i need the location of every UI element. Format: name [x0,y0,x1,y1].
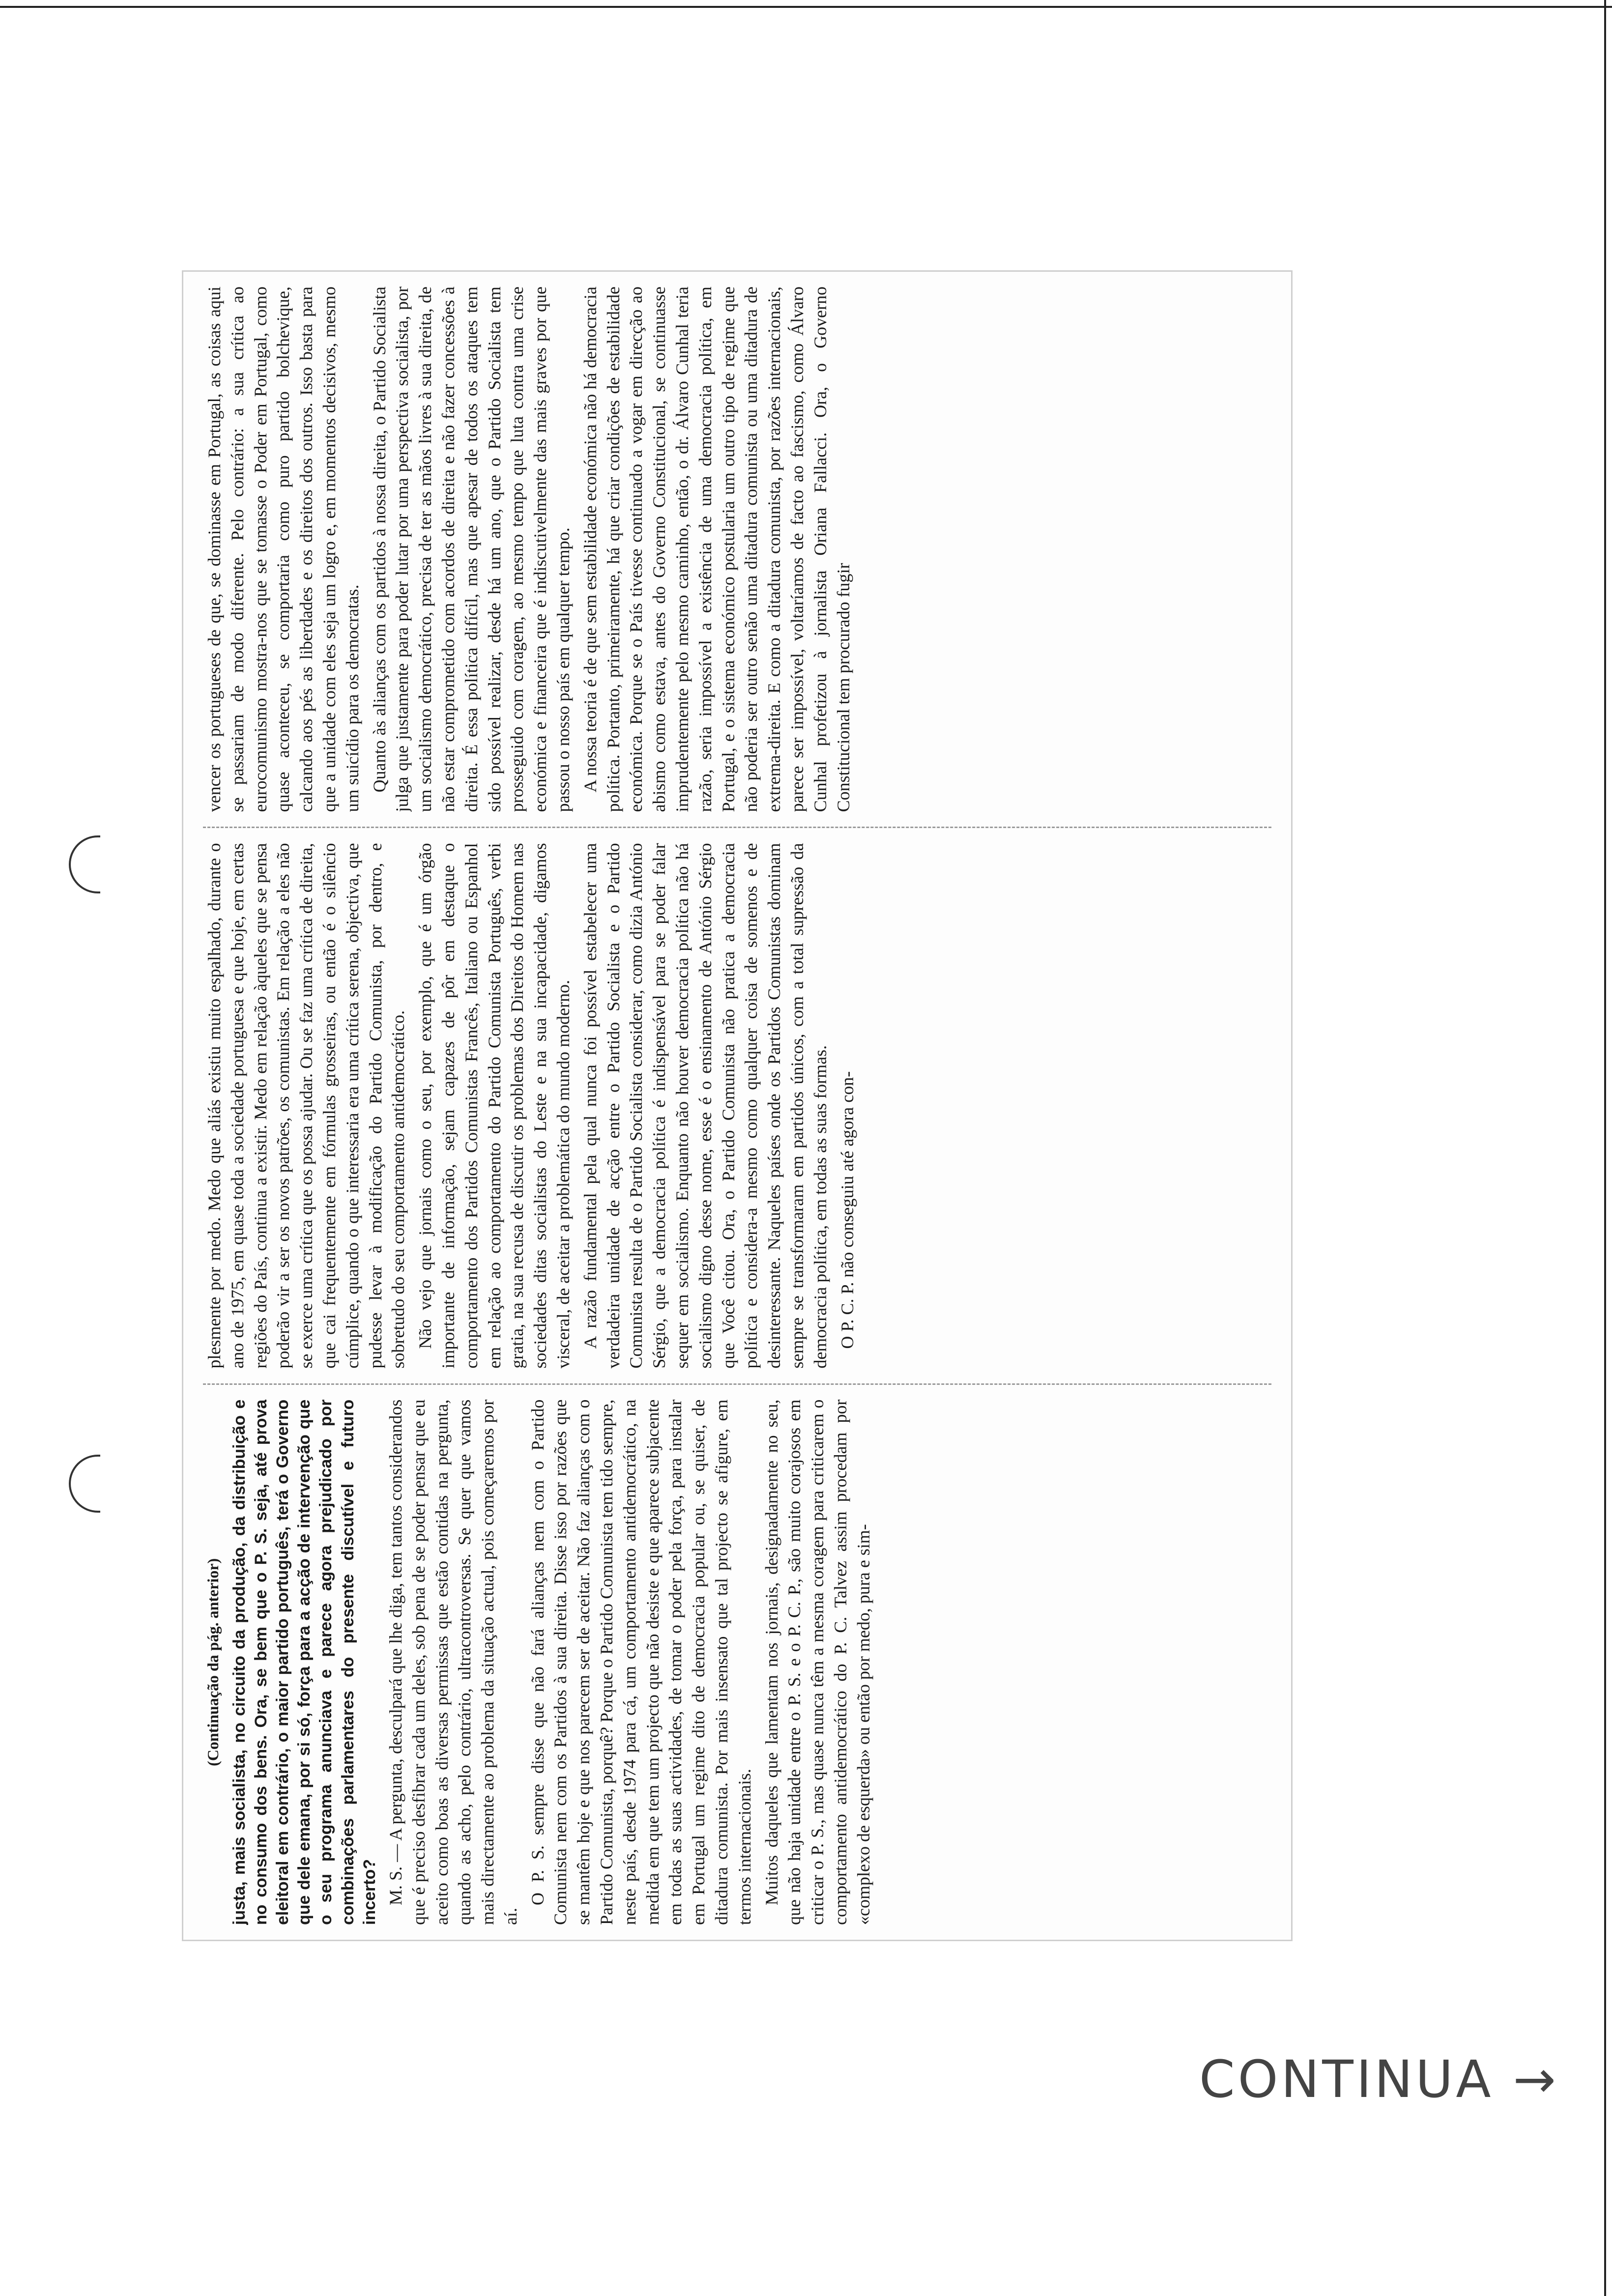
article-paragraph: vencer os portugueses de que, se dominasse em Portugal, as coisas aqui se passariam de modo diferente. Pelo contrário: a sua crítica ao eurocomunismo mostra-nos que se tomasse o Poder em Portugal, como quase aconteceu, se comportaria como puro partido bolchevique, calcando aos pés as liberdades e os direitos dos outros. Isso basta para que a unidade com eles seja um logro e, em momentos decisivos, mesmo um suicídio para os democratas. [204,287,362,812]
article-paragraph: A nossa teoria é de que sem estabilidade económica não há democracia política. Portanto, primeiramente, há que criar condições de estabilidade económica. Porque se o País tivesse continuado a vogar em direcção ao abismo como estava, antes do Governo Constitucional, se continuasse imprudentemente pelo mesmo caminho, então, o dr. Álvaro Cunhal teria razão, seria impossível a existência de uma democracia política, em Portugal, e o sistema económico postularia um outro tipo de regime que não poderia ser outro senão uma ditadura comunista ou uma ditadura de extrema-direita. E como a ditadura comunista, por razões internacionais, parece ser impossível, voltaríamos de facto ao fascismo, como Álvaro Cunhal profetizou à jornalista Oriana Fallacci. Ora, o Governo Constitucional tem procurado fugir [580,287,853,812]
newspaper-clipping-wrapper [197,287,1278,1925]
article-paragraph: M. S. — A pergunta, desculpará que lhe diga, tem tantos considerandos que é preciso desfibrar cada um deles, sob pena de se poder pensar que eu aceito como boas as diversas permissas que estão contidas na pergunta, quando as acho, pelo contrário, ultracontroversas. Se quer que vamos mais directamente ao problema da situação actual, pois começaremos por aí. [385,1399,520,1925]
article-paragraph: O P. C. P. não conseguiu até agora con- [837,1071,857,1349]
continuation-note: (Continuação da pág. anterior) [204,1558,222,1766]
continua-label [1199,2049,1559,2109]
column-divider [203,827,1271,828]
article-paragraph: Muitos daqueles que lamentam nos jornais, designadamente no seu, que não haja unidade entre o P. S. e o P. C. P., são muito corajosos em criticar o P. S., mas quase nunca têm a mesma coragem para criticarem o comportamento antidemocrático do P. C. Talvez assim procedam por «complexo de esquerda» ou então por medo, pura e sim- [761,1399,873,1925]
article-column-2 [203,843,1271,1368]
page-frame-top-line [0,6,1612,8]
article-column-1 [203,1400,1271,1925]
page-frame-right-line [1604,0,1606,2296]
newspaper-clipping [182,270,1293,1941]
article-paragraph: Quanto às alianças com os partidos à nossa direita, o Partido Socialista julga que justamente para poder lutar por uma perspectiva socialista, por um socialismo democrático, precisa de ter as mãos livres à sua direita, de não estar comprometido com acordos de direita e não fazer concessões à direita. É essa política difícil, mas que apesar de todos os ataques tem sido possível realizar, desde há um ano, que o Partido Socialista tem prosseguido com coragem, ao mesmo tempo que luta contra uma crise económica e financeira que é indiscutivelmente das mais graves por que passou o nosso país em qualquer tempo. [369,287,573,812]
article-column-3 [203,287,1271,812]
article-paragraph: A razão fundamental pela qual nunca foi possível estabelecer uma verdadeira unidade de acção entre o Partido Socialista e o Partido Comunista resulta de o Partido Socialista considerar, como dizia António Sérgio, que a democracia política é indispensável para se poder falar sequer em socialismo. Enquanto não houver democracia política não há socialismo digno desse nome, esse é o ensinamento de António Sérgio que Você citou. Ora, o Partido Comunista não pratica a democracia política e considera-a mesmo como qualquer coisa de somenos e de desinteressante. Naqueles países onde os Partidos Comunistas dominam sempre se transformaram em partidos únicos, com a total supressão da democracia política, em todas as suas formas. [580,843,830,1369]
scan-binding-mark [69,835,100,893]
article-paragraph: Não vejo que jornais como o seu, por exemplo, que é um órgão importante de informação, sejam capazes de pôr em destaque o comportamento dos Partidos Comunistas Francês, Italiano ou Espanhol em relação ao comportamento do Partido Comunista Português, verbi gratia, na sua recusa de discutir os problemas dos Direitos do Homem nas sociedades ditas socialistas do Leste e na sua incapacidade, digamos visceral, de aceitar a problemática do mundo moderno. [415,843,573,1369]
scan-binding-mark [69,1455,100,1513]
interview-question: justa, mais socialista, no circuito da produção, da distribuição e no consumo dos bens. Ora, se bem que o P. S. seja, até prova eleitoral em contrário, o maior partido português, terá o Governo que dele emana, por si só, força para a acção de intervenção que o seu programa anunciava e parece agora prejudicado por combinações parlamentares do presente discutível e futuro incerto? [230,1399,379,1925]
article-paragraph: O P. S. sempre disse que não fará alianças nem com o Partido Comunista nem com os Partidos à sua direita. Disse isso por razões que se mantêm hoje e que nos parecem ser de aceitar. Não faz alianças com o Partido Comunista, porquê? Porque o Partido Comunista tem tido sempre, neste país, desde 1974 para cá, um comportamento antidemocrático, na medida em que tem um projecto que não desiste e que aparece subjacente em todas as suas actividades, de tomar o poder pela força, para instalar em Portugal um regime dito de democracia popular ou, se quiser, de ditadura comunista. Por mais insensato que tal projecto se afigure, em termos internacionais. [527,1399,754,1925]
article-paragraph: plesmente por medo. Medo que aliás existiu muito espalhado, durante o ano de 1975, em quase toda a sociedade portuguesa e que hoje, em certas regiões do País, continua a existir. Medo em relação àqueles que se pensa poderão vir a ser os novos patrões, os comunistas. Em relação a eles não se exerce uma crítica que os possa ajudar. Ou se faz uma crítica de direita, que cai frequentemente em fórmulas grosseiras, ou então é o silêncio cúmplice, quando o que interessaria era uma crítica serena, objectiva, que pudesse levar à modificação do Partido Comunista, por dentro, e sobretudo do seu comportamento antidemocrático. [204,843,408,1369]
continua-text: CONTINUA [1199,2049,1494,2109]
column-divider [203,1383,1271,1385]
arrow-right-icon: → [1513,2049,1559,2109]
